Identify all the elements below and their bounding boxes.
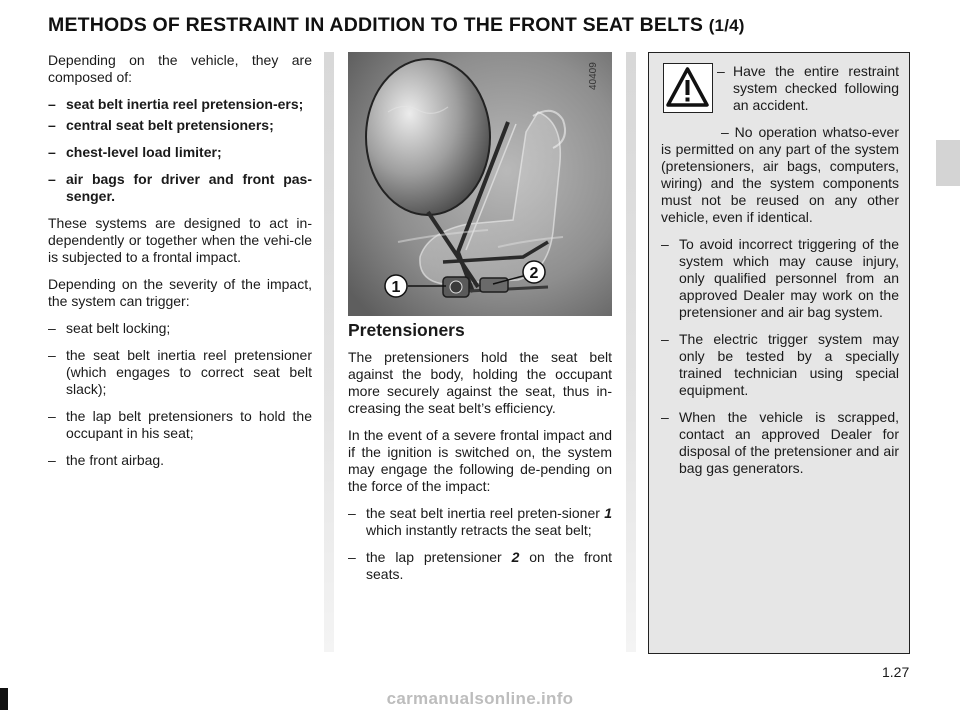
list-item: – the seat belt inertia reel preten-sioner 1 which instantly retracts the seat belt; <box>348 505 612 538</box>
intro-text: Depending on the vehicle, they are composed of: <box>48 52 312 85</box>
warning-list <box>661 236 899 477</box>
column-middle <box>348 322 612 593</box>
list-item: – central seat belt pretensioners; <box>48 117 274 133</box>
column-left <box>48 52 312 479</box>
list-item: – air bags for driver and front pas-senger. <box>48 171 312 204</box>
warning-first-item: – Have the entire restraint system checked following an accident. <box>717 63 899 113</box>
severity-paragraph: Depending on the severity of the impact, the system can trigger: <box>48 276 312 309</box>
list-item: – chest-level load limiter; <box>48 144 222 160</box>
list-item: – When the vehicle is scrapped, contact an approved Dealer for disposal of the pretensioner and air bag gas generators. <box>661 409 899 476</box>
section-heading: Pretensioners <box>348 320 465 340</box>
list-item: – The electric trigger system may only be tested by a specially trained technician using special equipment. <box>661 331 899 398</box>
figure-reference-code: 40409 <box>588 62 599 90</box>
components-list <box>48 96 312 205</box>
seat-airbag-illustration <box>348 52 612 316</box>
chapter-thumb-tab <box>936 140 960 186</box>
list-item: – seat belt inertia reel pretension-ers; <box>48 96 304 112</box>
warning-box <box>648 52 910 654</box>
page-title <box>48 14 928 37</box>
callout-2 <box>523 261 545 283</box>
title-text: METHODS OF RESTRAINT IN ADDITION TO THE FRONT SEAT BELTS <box>48 14 704 36</box>
column-divider-right <box>626 52 636 652</box>
pretensioners-paragraph: The pretensioners hold the seat belt against the body, holding the occupant more securely against the seat, thus in-creasing the seat belt’s efficiency. <box>348 349 612 416</box>
systems-paragraph: These systems are designed to act in-dependently or together when the vehi-cle is subjected to a frontal impact. <box>48 215 312 265</box>
list-item: – the lap belt pretensioners to hold the occupant in his seat; <box>48 408 312 441</box>
page-number: 1.27 <box>882 664 910 680</box>
triggers-list <box>48 320 312 469</box>
list-item: – the seat belt inertia reel pretensioner (which engages to correct seat belt slack); <box>48 347 312 397</box>
list-item: – the front airbag. <box>48 452 165 468</box>
svg-text:2: 2 <box>529 265 539 282</box>
warning-second-item: – No operation whatso-ever is permitted on any part of the system (pretensioners, air bags, computers, wiring) and the system components must not be reused on any other vehicle, even if identical. <box>661 124 899 225</box>
callout-1 <box>385 275 407 297</box>
warning-text <box>661 63 899 487</box>
pretensioner-list <box>348 505 612 583</box>
impact-paragraph: In the event of a severe frontal impact and if the ignition is switched on, the system may engage the following de-pending on the force of the impact: <box>348 427 612 494</box>
list-item: – To avoid incorrect triggering of the system which may cause injury, only qualified personnel from an approved Dealer may work on the pretensioner and air bag system. <box>661 236 899 320</box>
list-item: – the lap pretensioner 2 on the front seats. <box>348 549 612 582</box>
seat-airbag-figure <box>348 52 612 316</box>
svg-text:1: 1 <box>391 279 401 296</box>
watermark: carmanualsonline.info <box>386 689 574 708</box>
list-item: – seat belt locking; <box>48 320 171 336</box>
column-divider-left <box>324 52 334 652</box>
title-part: (1/4) <box>708 16 745 35</box>
